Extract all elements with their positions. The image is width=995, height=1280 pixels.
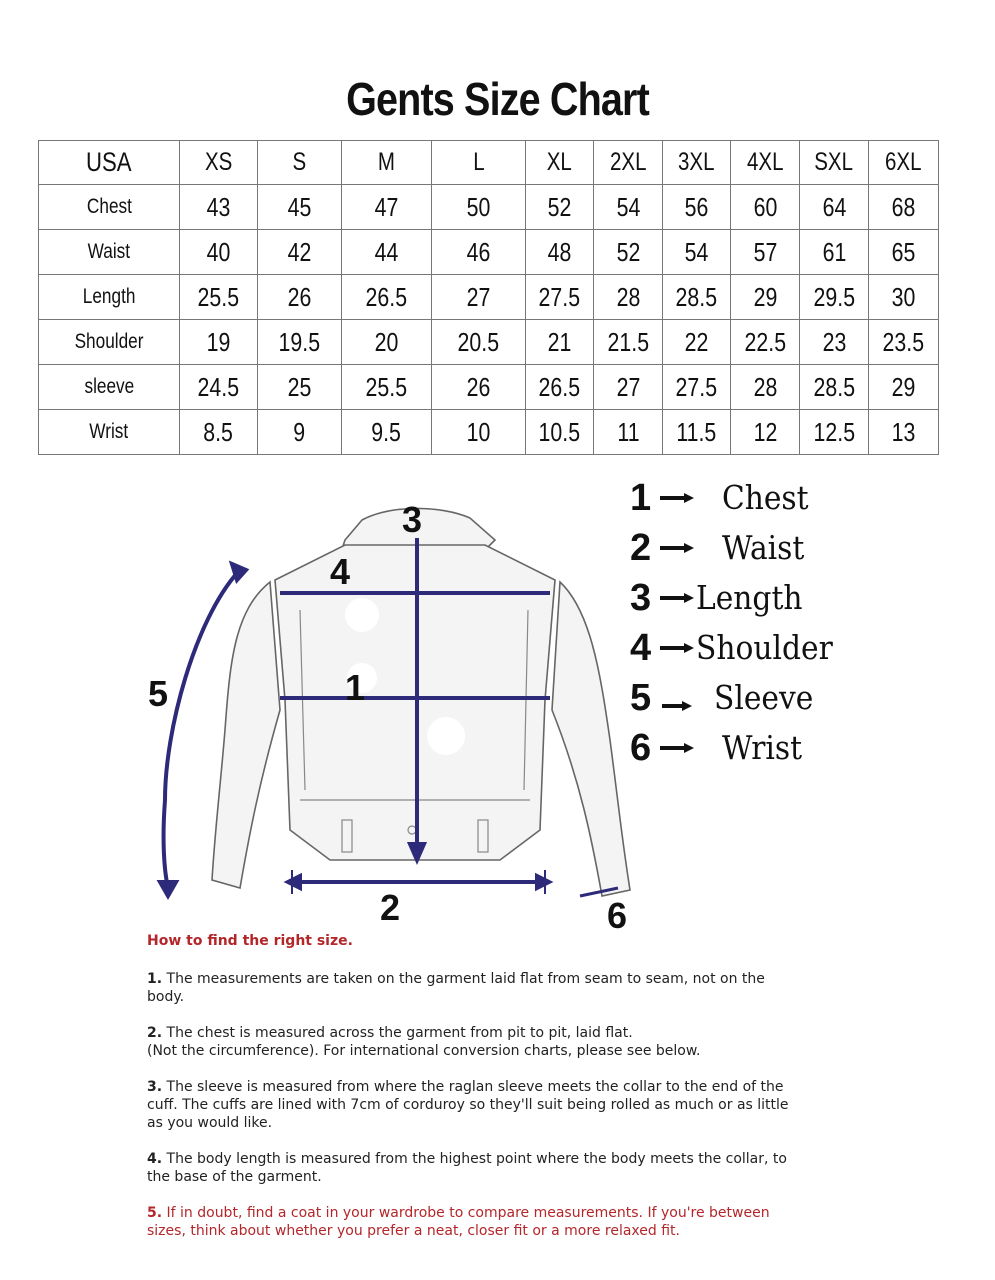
- arrow-right-icon: [656, 476, 696, 516]
- header-size: L: [432, 141, 526, 185]
- note-item: 3. The sleeve is measured from where the raglan sleeve meets the collar to the end of the cuff. The cuffs are lined with 7cm of corduroy so they'll suit being rolled as much or as little as you would like.: [147, 1079, 789, 1131]
- table-cell: 28.5: [663, 275, 731, 320]
- note-item: 4. The body length is measured from the highest point where the body meets the collar, to the base of the garment.: [147, 1151, 787, 1185]
- header-size: XS: [180, 141, 258, 185]
- table-cell: 20.5: [432, 320, 526, 365]
- table-cell: 52: [526, 185, 594, 230]
- table-cell: 27: [432, 275, 526, 320]
- table-cell: 12: [731, 410, 800, 455]
- table-cell: 57: [731, 230, 800, 275]
- legend-item: 4 Shoulder: [630, 627, 833, 669]
- table-cell: 11: [594, 410, 663, 455]
- jacket-diagram: [140, 500, 660, 940]
- table-cell: 25.5: [180, 275, 258, 320]
- legend-item: 5 Sleeve: [630, 677, 814, 719]
- table-cell: 29: [731, 275, 800, 320]
- notes-heading: How to find the right size.: [147, 933, 353, 949]
- table-cell: 28: [594, 275, 663, 320]
- table-row: [39, 320, 939, 365]
- table-cell: 21: [526, 320, 594, 365]
- table-cell: 48: [526, 230, 594, 275]
- sizing-notes: [147, 932, 797, 1258]
- measurement-legend: [630, 476, 880, 776]
- table-cell: 28.5: [800, 365, 869, 410]
- table-cell: 23: [800, 320, 869, 365]
- row-label: Shoulder: [39, 320, 180, 365]
- table-cell: 9.5: [342, 410, 432, 455]
- table-cell: 52: [594, 230, 663, 275]
- table-cell: 26: [258, 275, 342, 320]
- row-label: sleeve: [39, 365, 180, 410]
- table-cell: 60: [731, 185, 800, 230]
- row-label: Wrist: [39, 410, 180, 455]
- table-cell: 56: [663, 185, 731, 230]
- table-cell: 54: [594, 185, 663, 230]
- table-cell: 26: [432, 365, 526, 410]
- table-row: [39, 365, 939, 410]
- page-title: Gents Size Chart: [346, 73, 649, 125]
- table-cell: 45: [258, 185, 342, 230]
- table-cell: 64: [800, 185, 869, 230]
- table-cell: 44: [342, 230, 432, 275]
- diagram-label-1: 1: [345, 667, 366, 708]
- table-cell: 68: [869, 185, 939, 230]
- diagram-label-6: 6: [607, 895, 628, 936]
- header-size: SXL: [800, 141, 869, 185]
- table-cell: 27.5: [663, 365, 731, 410]
- diagram-label-2: 2: [380, 887, 401, 928]
- jacket-left-sleeve: [212, 582, 280, 888]
- table-cell: 42: [258, 230, 342, 275]
- table-cell: 23.5: [869, 320, 939, 365]
- note-item: 1. The measurements are taken on the garment laid flat from seam to seam, not on the body.: [147, 971, 765, 1005]
- header-size: XL: [526, 141, 594, 185]
- table-cell: 24.5: [180, 365, 258, 410]
- table-header-row: [39, 141, 939, 185]
- table-cell: 19: [180, 320, 258, 365]
- table-row: [39, 230, 939, 275]
- header-size: 2XL: [594, 141, 663, 185]
- header-size: 4XL: [731, 141, 800, 185]
- table-cell: 26.5: [526, 365, 594, 410]
- table-cell: 11.5: [663, 410, 731, 455]
- arrow-right-icon: [658, 676, 698, 716]
- table-cell: 29.5: [800, 275, 869, 320]
- note-item: 5. If in doubt, find a coat in your wardrobe to compare measurements. If you're between sizes, think about whether you prefer a neat, closer fit or a more relaxed fit.: [147, 1205, 770, 1239]
- note-item: 2. The chest is measured across the garment from pit to pit, laid flat. (Not the circumference). For international conversion charts, please see below.: [147, 1025, 701, 1059]
- table-row: [39, 410, 939, 455]
- table-cell: 21.5: [594, 320, 663, 365]
- table-cell: 29: [869, 365, 939, 410]
- arrow-right-icon: [656, 726, 696, 766]
- legend-item: 6 Wrist: [630, 727, 803, 769]
- row-label: Waist: [39, 230, 180, 275]
- header-size: 3XL: [663, 141, 731, 185]
- table-cell: 46: [432, 230, 526, 275]
- table-cell: 27.5: [526, 275, 594, 320]
- header-size: 6XL: [869, 141, 939, 185]
- size-chart-table: [38, 140, 939, 455]
- table-cell: 20: [342, 320, 432, 365]
- table-cell: 54: [663, 230, 731, 275]
- row-label: Length: [39, 275, 180, 320]
- table-cell: 27: [594, 365, 663, 410]
- header-region: USA: [39, 141, 180, 185]
- table-cell: 43: [180, 185, 258, 230]
- table-row: [39, 185, 939, 230]
- table-cell: 19.5: [258, 320, 342, 365]
- legend-item: 1 Chest: [630, 477, 809, 519]
- table-cell: 10: [432, 410, 526, 455]
- table-cell: 47: [342, 185, 432, 230]
- table-cell: 40: [180, 230, 258, 275]
- table-cell: 25: [258, 365, 342, 410]
- table-cell: 9: [258, 410, 342, 455]
- row-label: Chest: [39, 185, 180, 230]
- header-size: S: [258, 141, 342, 185]
- arrow-right-icon: [656, 626, 696, 666]
- table-cell: 13: [869, 410, 939, 455]
- table-cell: 22: [663, 320, 731, 365]
- header-size: M: [342, 141, 432, 185]
- table-cell: 8.5: [180, 410, 258, 455]
- table-cell: 12.5: [800, 410, 869, 455]
- table-cell: 26.5: [342, 275, 432, 320]
- table-cell: 28: [731, 365, 800, 410]
- table-cell: 22.5: [731, 320, 800, 365]
- table-cell: 30: [869, 275, 939, 320]
- jacket-right-sleeve: [552, 582, 630, 896]
- table-cell: 61: [800, 230, 869, 275]
- arrow-right-icon: [656, 576, 696, 616]
- table-cell: 10.5: [526, 410, 594, 455]
- table-cell: 50: [432, 185, 526, 230]
- legend-item: 3 Length: [630, 577, 803, 619]
- table-cell: 25.5: [342, 365, 432, 410]
- diagram-label-5: 5: [148, 673, 169, 714]
- arrow-right-icon: [656, 526, 696, 566]
- table-row: [39, 275, 939, 320]
- table-cell: 65: [869, 230, 939, 275]
- diagram-label-3: 3: [402, 500, 423, 540]
- diagram-label-4: 4: [330, 551, 351, 592]
- legend-item: 2 Waist: [630, 527, 805, 569]
